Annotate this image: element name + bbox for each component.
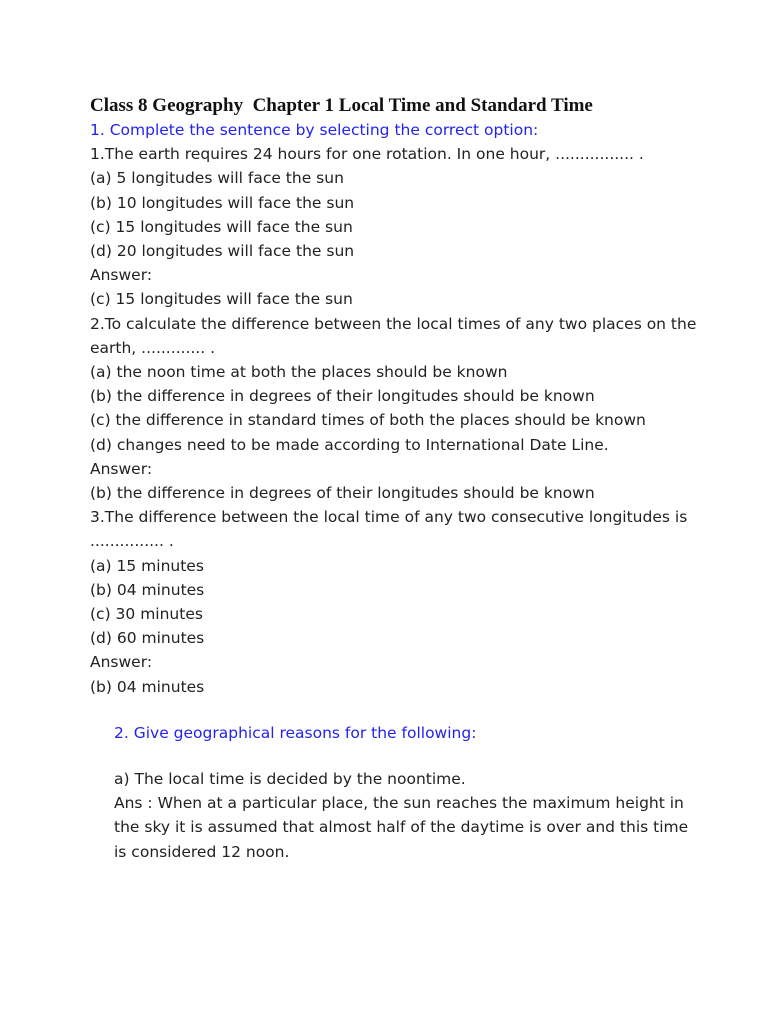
document-page xyxy=(90,94,700,864)
q1-answer-label: Answer: xyxy=(90,266,153,285)
q2-option-a: (a) the noon time at both the places should be known xyxy=(90,363,508,382)
q2-answer-label: Answer: xyxy=(90,459,153,478)
question-2: 2.To calculate the difference between the local times of any two places on the earth, ............. . xyxy=(90,314,697,357)
q3-answer-label: Answer: xyxy=(90,653,153,672)
spacer xyxy=(114,745,700,767)
section1-heading: 1. Complete the sentence by selecting the correct option: xyxy=(90,121,539,139)
q3-option-d: (d) 60 minutes xyxy=(90,629,205,648)
q3-answer: (b) 04 minutes xyxy=(90,677,205,696)
q1-option-b: (b) 10 longitudes will face the sun xyxy=(90,193,355,212)
q1-option-d: (d) 20 longitudes will face the sun xyxy=(90,242,355,261)
question-1: 1.The earth requires 24 hours for one rotation. In one hour, ................ . xyxy=(90,145,644,164)
q2-option-b: (b) the difference in degrees of their longitudes should be known xyxy=(90,387,595,406)
document-title: Class 8 Geography Chapter 1 Local Time and Standard Time xyxy=(90,95,593,116)
q1-answer: (c) 15 longitudes will face the sun xyxy=(90,290,353,309)
section2 xyxy=(114,721,700,864)
spacer xyxy=(90,699,700,721)
q2-option-d: (d) changes need to be made according to International Date Line. xyxy=(90,435,609,454)
q3-option-c: (c) 30 minutes xyxy=(90,605,203,624)
q3-option-b: (b) 04 minutes xyxy=(90,580,205,599)
section2-answer: Ans : When at a particular place, the sun reaches the maximum height in the sky it is assumed that almost half of the daytime is over and this time is considered 12 noon. xyxy=(114,794,689,861)
q1-option-a: (a) 5 longitudes will face the sun xyxy=(90,169,344,188)
q1-option-c: (c) 15 longitudes will face the sun xyxy=(90,217,353,236)
q2-answer: (b) the difference in degrees of their longitudes should be known xyxy=(90,484,595,503)
question-3: 3.The difference between the local time of any two consecutive longitudes is ............... . xyxy=(90,508,688,551)
section2-heading: 2. Give geographical reasons for the following: xyxy=(114,723,477,742)
q2-option-c: (c) the difference in standard times of both the places should be known xyxy=(90,411,646,430)
section2-item-a: a) The local time is decided by the noontime. xyxy=(114,770,466,789)
q3-option-a: (a) 15 minutes xyxy=(90,556,204,575)
